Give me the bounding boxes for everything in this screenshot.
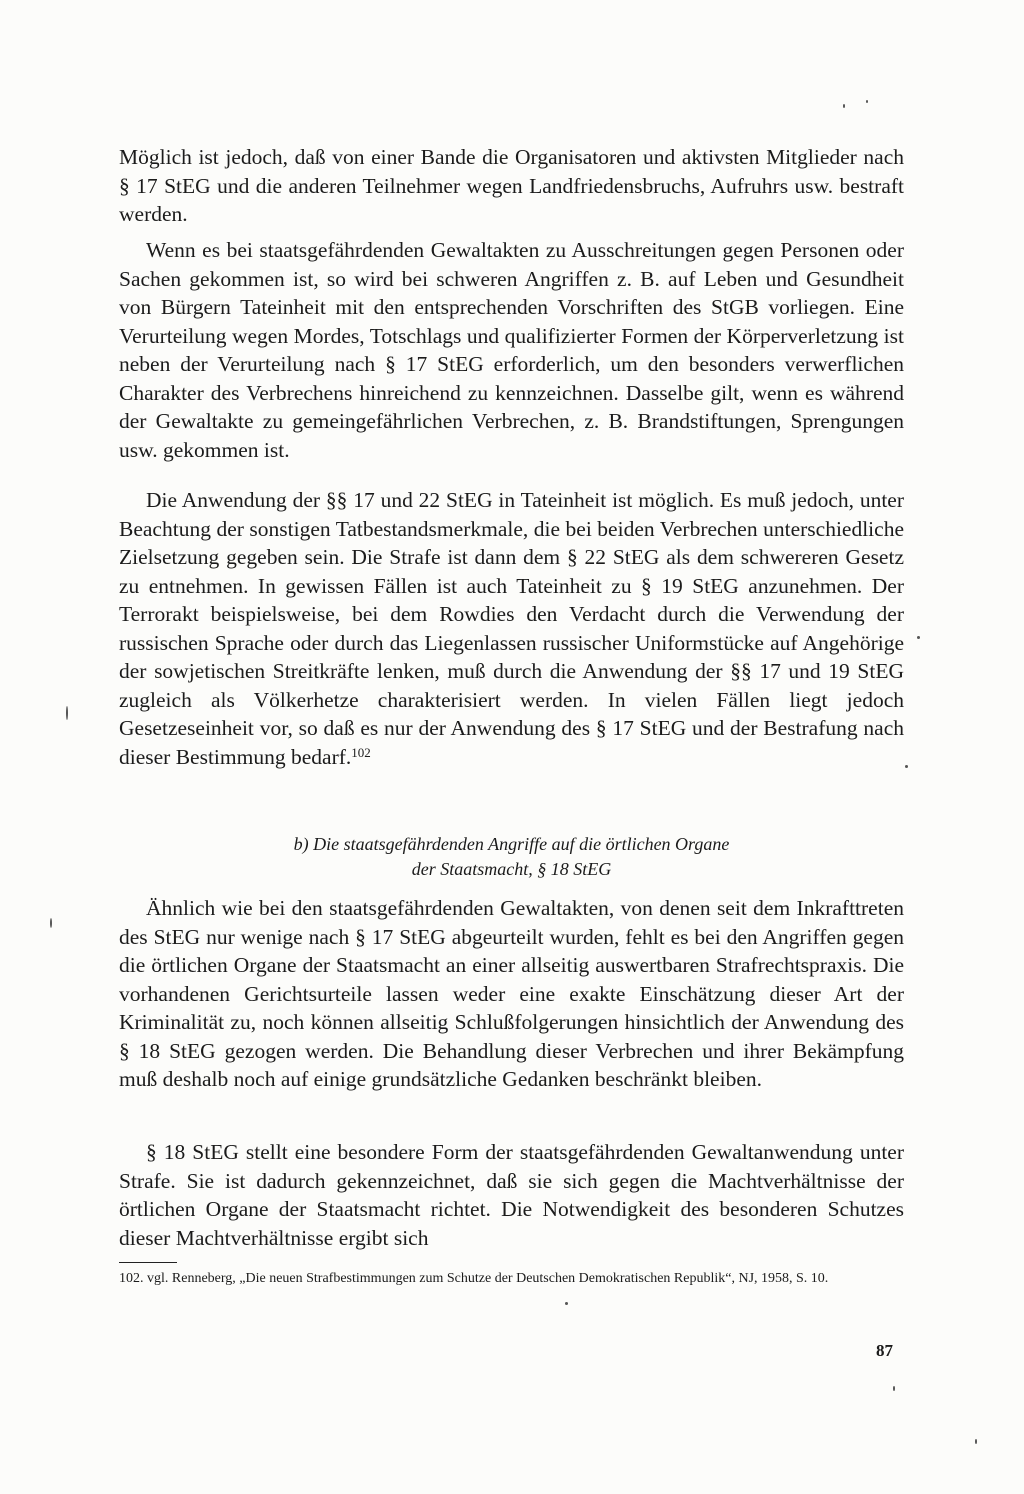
- scan-speck: [975, 1439, 977, 1444]
- section-heading: [119, 832, 904, 882]
- scan-speck: [917, 636, 920, 639]
- scan-speck: [905, 765, 908, 768]
- paragraph-4: Ähnlich wie bei den staatsgefährdenden Gewaltakten, von denen seit dem Inkrafttreten des StEG nur wenige nach § 17 StEG abgeurteilt wurden, fehlt es bei den Angriffen gegen die örtlichen Organe der Staatsmacht an einer allseitig auswertbaren Strafrechtspraxis. Die vorhandenen Gerichtsurteile lassen weder eine exakte Einschätzung dieser Art der Kriminalität zu, noch können allseitig Schlußfolgerungen hinsichtlich der Anwendung des § 18 StEG gezogen werden. Die Behandlung dieser Verbrechen und ihrer Bekämpfung muß deshalb noch auf einige grundsätzliche Gedanken beschränkt bleiben.: [119, 896, 904, 1091]
- paragraph-2: Wenn es bei staatsgefährdenden Gewaltakten zu Ausschreitungen gegen Personen oder Sachen gekommen ist, so wird bei schweren Angriffen z. B. auf Leben und Gesundheit von Bürgern Tateinheit mit den entsprechenden Vorschriften des StGB vorliegen. Eine Verurteilung wegen Mordes, Totschlags und qualifizierter Formen der Körperverletzung ist neben der Verurteilung nach § 17 StEG erforderlich, um den besonders verwerflichen Charakter des Verbrechens hinreichend zu kennzeichnen. Dasselbe gilt, wenn es während der Gewaltakte zu gemeingefährlichen Verbrechen, z. B. Brandstiftungen, Sprengungen usw. gekommen ist.: [119, 238, 904, 462]
- footnote-text: 102. vgl. Renneberg, „Die neuen Strafbestimmungen zum Schutze der Deutschen Demokratischen Republik“, NJ, 1958, S. 10.: [119, 1271, 829, 1286]
- scan-speck: [866, 100, 868, 103]
- scan-speck: [50, 918, 52, 928]
- page-number: 87: [876, 1341, 893, 1360]
- footnote-rule: [119, 1262, 177, 1263]
- paragraph-5: § 18 StEG stellt eine besondere Form der staatsgefährdenden Gewaltanwendung unter Strafe. Sie ist dadurch gekennzeichnet, daß sie sich gegen die Machtverhältnisse der örtlichen Organe der Staatsmacht richtet. Die Notwendigkeit des besonderen Schutzes dieser Machtverhältnisse ergibt sich: [119, 1140, 904, 1250]
- footnote: [119, 1269, 904, 1289]
- scan-speck: [843, 104, 845, 108]
- paragraph-1: Möglich ist jedoch, daß von einer Bande die Organisatoren und aktivsten Mitglieder nach § 17 StEG und die anderen Teilnehmer wegen Landfriedensbruchs, Aufruhrs usw. bestraft werden.: [119, 145, 904, 226]
- paragraph-3: [119, 486, 904, 771]
- footnote-reference: 102: [351, 744, 371, 760]
- section-heading-line-2: der Staatsmacht, § 18 StEG: [411, 859, 612, 879]
- scan-speck: [66, 706, 68, 720]
- scan-speck: [893, 1386, 895, 1391]
- paragraph-3-text: Die Anwendung der §§ 17 und 22 StEG in Tateinheit ist möglich. Es muß jedoch, unter Beachtung der sonstigen Tatbestandsmerkmale, die bei beiden Verbrechen unterschiedliche Zielsetzung gegeben sein. Die Strafe ist dann dem § 22 StEG als dem schwereren Gesetz zu entnehmen. In gewissen Fällen ist auch Tateinheit zu § 19 StEG anzunehmen. Der Terrorakt beispielsweise, bei dem Rowdies den Verdacht durch die Verwendung der russischen Sprache oder durch das Liegenlassen russischer Uniformstücke auf Angehörige der sowjetischen Streitkräfte lenken, muß durch die Anwendung der §§ 17 und 19 StEG zugleich als Völkerhetze charakterisiert werden. In vielen Fällen liegt jedoch Gesetzeseinheit vor, so daß es nur der Anwendung des § 17 StEG und der Bestrafung nach dieser Bestimmung bedarf.: [119, 488, 904, 769]
- section-heading-line-1: b) Die staatsgefährdenden Angriffe auf die örtlichen Organe: [293, 834, 730, 854]
- scan-speck: [565, 1302, 568, 1305]
